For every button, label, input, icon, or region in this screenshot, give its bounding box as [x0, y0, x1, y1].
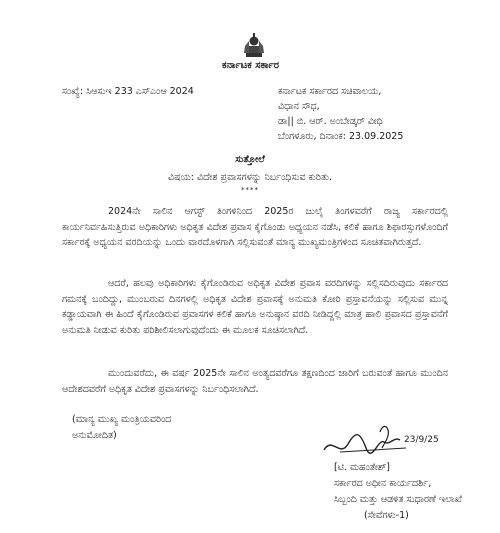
government-header: ಕರ್ನಾಟಕ ಸರ್ಕಾರ [222, 60, 280, 71]
approval-line-2: ಅನುಮೋದಿತ) [72, 430, 117, 441]
paragraph-1: 2024ನೇ ಸಾಲಿನ ಆಗಸ್ಟ್ ತಿಂಗಳಿನಿಂದ 2025ರ ಜುಲೈ ತಿಂಗಳವರೆಗೆ ರಾಜ್ಯ ಸರ್ಕಾರದಲ್ಲಿ ಕಾರ್ಯನಿರ್ವಹಿಸುತ್ತಿರುವ ಅಧಿಕಾರಿಗಳು ಅಧಿಕೃತ ವಿದೇಶ ಪ್ರವಾಸ ಕೈಗೊಂಡು ಅಧ್ಯಯನ ನಡೆಸಿ, ಕಲಿಕೆ ಹಾಗೂ ಶಿಫಾರಸ್ಸುಗಳೊಂದಿಗೆ ಸರ್ಕಾರಕ್ಕೆ ಅಧ್ಯಯನ ವರದಿಯನ್ನು ಒಂದು ವಾರದೊಳಗಾಗಿ ಸಲ್ಲಿಸುವಂತೆ ಮಾನ್ಯ ಮುಖ್ಯಮಂತ್ರಿಗಳಿಂದ ಸೂಚಿತವಾಗಿರುತ್ತದೆ. [62, 206, 448, 248]
subject-line: ವಿಷಯ: ವಿದೇಶ ಪ್ರವಾಸಗಳನ್ನು ನಿರ್ಬಂಧಿಸುವ ಕುರಿತು. [167, 172, 333, 183]
signatory-name: [ಟಿ. ಮಹಂತೇಶ್] [334, 462, 390, 473]
signatory-designation: ಸರ್ಕಾರದ ಅಧೀನ ಕಾರ್ಯದರ್ಶಿ, [334, 478, 432, 489]
address-date-line: ಬೆಂಗಳೂರು, ದಿನಾಂಕ: 23.09.2025 [278, 131, 404, 142]
paragraph-3: ಮುಂದುವರೆದು, ಈ ವರ್ಷ 2025ನೇ ಸಾಲಿನ ಅಂತ್ಯದವರೆಗೂ ತಕ್ಷಣದಿಂದ ಜಾರಿಗೆ ಬರುವಂತೆ ಹಾಗೂ ಮುಂದಿನ ಆದೇಶದವರೆಗೆ ಅಧಿಕೃತ ವಿದೇಶ ಪ್ರವಾಸಗಳನ್ನು ನಿರ್ಬಂಧಿಸಲಾಗಿದೆ. [62, 368, 448, 395]
separator: **** [241, 186, 259, 194]
karnataka-state-emblem-icon [241, 32, 267, 60]
circular-title: ಸುತ್ತೋಲೆ [235, 154, 265, 165]
address-line-1: ಕರ್ನಾಟಕ ಸರ್ಕಾರದ ಸಚಿವಾಲಯ, [278, 86, 382, 97]
signatory-department: ಸಿಬ್ಬಂದಿ ಮತ್ತು ಆಡಳಿತ ಸುಧಾರಣೆ ಇಲಾಖೆ [334, 494, 462, 505]
address-line-2: ವಿಧಾನ ಸೌಧ, [278, 101, 320, 112]
reference-number: ಸಂಖ್ಯೆ: ಸಿಆಸುಇ 233 ಎಸ್‌ಎಂಆ 2024 [62, 86, 194, 97]
address-line-3: ಡಾ|| ಬಿ. ಆರ್. ಅಂಬೇಡ್ಕರ್ ವೀಧಿ [278, 116, 383, 127]
approval-line-1: (ಮಾನ್ಯ ಮುಖ್ಯ ಮಂತ್ರಿಯವರಿಂದ [72, 414, 172, 425]
paragraph-2: ಆದರೆ, ಹಲವು ಅಧಿಕಾರಿಗಳು ಕೈಗೊಂಡಿರುವ ಅಧಿಕೃತ ವಿದೇಶ ಪ್ರವಾಸ ವರದಿಗಳನ್ನು ಸಲ್ಲಿಸದಿರುವುದು ಸರ್ಕಾರದ ಗಮನಕ್ಕೆ ಬಂದಿದ್ದು, ಮುಂಬರುವ ದಿನಗಳಲ್ಲಿ ಅಧಿಕೃತ ವಿದೇಶ ಪ್ರವಾಸಕ್ಕೆ ಅನುಮತಿ ಕೋರಿ ಪ್ರಸ್ತಾವನೆಯನ್ನು ಸಲ್ಲಿಸುವ ಮುನ್ನ ಕಡ್ಡಾಯವಾಗಿ ಈ ಹಿಂದೆ ಕೈಗೊಂಡಿರುವ ಪ್ರವಾಸಗಳ ಕಲಿಕೆ ಹಾಗೂ ಅನುಷ್ಠಾನ ವರದಿ ನೀಡಿದ್ದಲ್ಲಿ ಮಾತ್ರ ಹಾಲಿ ಪ್ರವಾಸದ ಪ್ರಸ್ತಾವನೆಗೆ ಅನುಮತಿ ನೀಡುವ ಕುರಿತು ಪರಿಶೀಲಿಸಲಾಗುವುದೆಂದು ಈ ಮೂಲಕ ಸೂಚಿಸಲಾಗಿದೆ. [62, 278, 448, 336]
signature-date: 23/9/25 [404, 435, 439, 445]
handwritten-signature [320, 418, 440, 464]
signatory-section: (ಸೇವೆಗಳು-1) [364, 510, 409, 521]
